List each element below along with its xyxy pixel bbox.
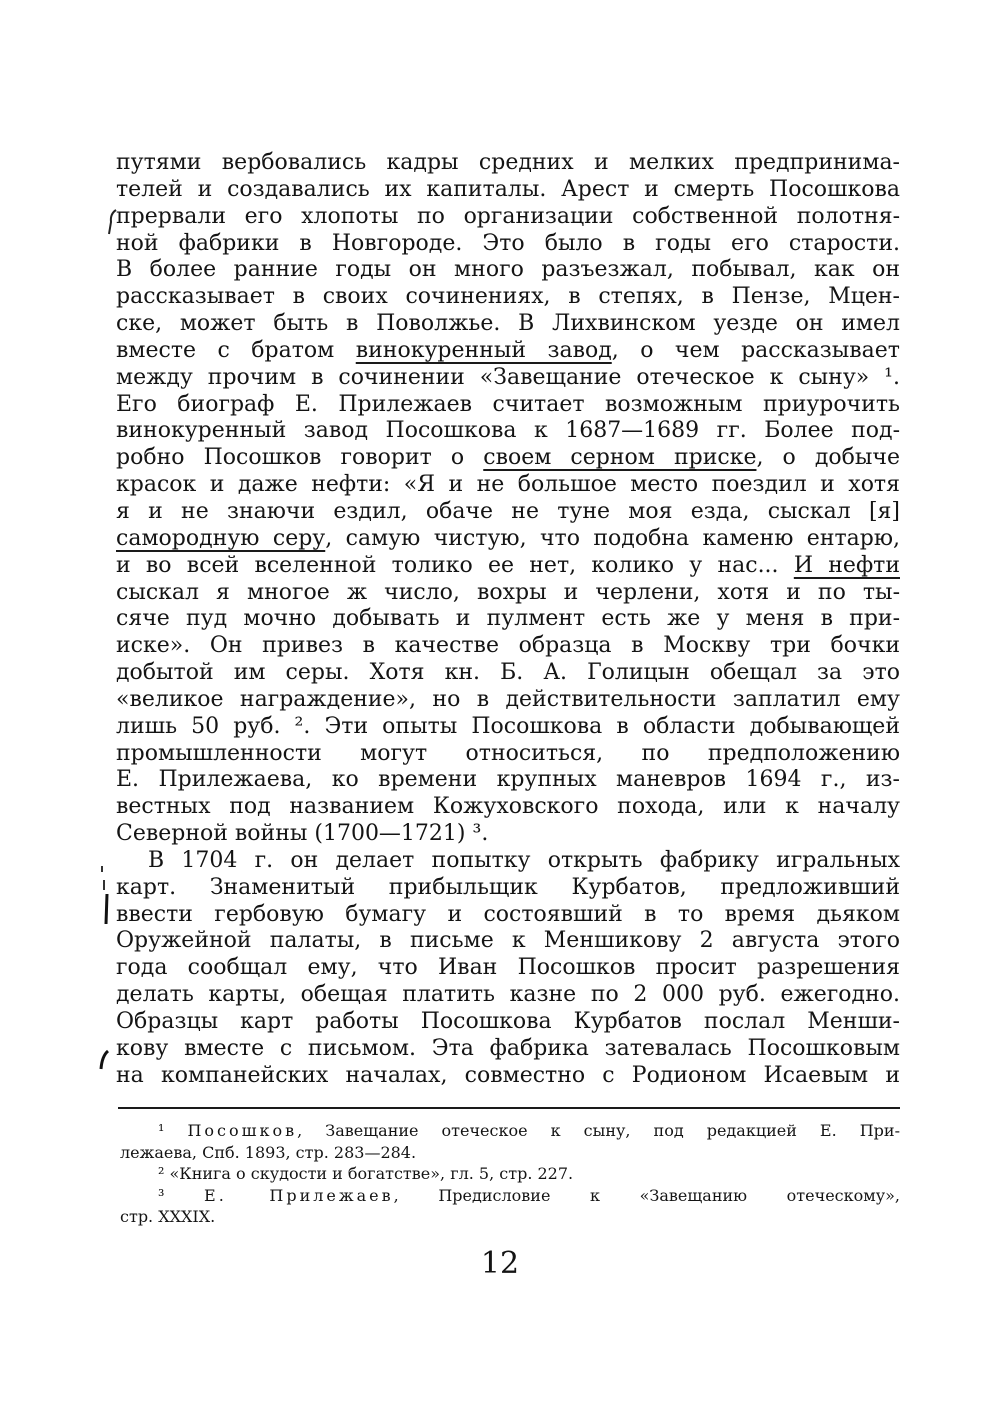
footnote-1 bbox=[120, 1120, 900, 1163]
footnote-3 bbox=[120, 1185, 900, 1228]
underlined-phrase: винокуренный завод bbox=[355, 337, 612, 363]
text-line: Оружейной палаты, в письме к Меншикову 2 августа этого bbox=[116, 928, 900, 954]
text-line: прервали его хлопоты по организации собственной полотня- bbox=[116, 203, 900, 229]
underlined-phrase: своем серном приске bbox=[483, 445, 757, 471]
footnote-marker: ² bbox=[158, 1164, 165, 1183]
footnote-divider bbox=[118, 1107, 900, 1109]
text-line: ной фабрики в Новгороде. Это было в годы его старости. bbox=[116, 230, 900, 256]
footnote-line: лежаева, Спб. 1893, стр. 283—284. bbox=[120, 1142, 417, 1162]
text-line: делать карты, обещая платить казне по 2 000 руб. ежегодно. bbox=[116, 982, 900, 1008]
text-line: ввести гербовую бумагу и состоявший в то время дьяком bbox=[116, 901, 900, 927]
footnote-text: , Завещание отеческое к сыну, под редакцией Е. При- bbox=[297, 1121, 900, 1140]
text-line: Его биограф Е. Прилежаев считает возможным приурочить bbox=[116, 391, 900, 417]
text-fragment: робно Посошков говорит о bbox=[116, 445, 484, 471]
margin-mark-2 bbox=[96, 862, 114, 926]
text-line: Образцы карт работы Посошкова Курбатов послал Менши- bbox=[116, 1009, 900, 1034]
text-fragment: , о добыче bbox=[756, 445, 900, 471]
text-line: добытой им серы. Хотя кн. Б. А. Голицын обещал за это bbox=[116, 660, 900, 686]
text-fragment: , самую чистую, что подобна каменю ентарю, bbox=[325, 525, 901, 551]
page-number: 12 bbox=[480, 1246, 520, 1281]
text-line: вестных под названием Кожуховского похода, или к началу bbox=[116, 794, 900, 820]
text-line: Северной войны (1700—1721) ³. bbox=[116, 821, 489, 847]
text-line: между прочим в сочинении «Завещание отеческое к сыну» ¹. bbox=[116, 364, 900, 390]
footnote-marker: ¹ bbox=[158, 1121, 165, 1140]
text-line: года сообщал ему, что Иван Посошков просит разрешения bbox=[116, 955, 900, 981]
text-line: ске, может быть в Поволжье. В Лихвинском уезде он имел bbox=[116, 311, 900, 337]
footnote-line bbox=[120, 1163, 900, 1185]
text-line: В более ранние годы он много разъезжал, побывал, как он bbox=[116, 257, 900, 283]
text-line: красок и даже нефти: «Я и не большое место поездил и хотя bbox=[116, 472, 900, 498]
text-line bbox=[116, 445, 900, 472]
footnote-line: стр. XXXIX. bbox=[120, 1207, 216, 1226]
footnote-2 bbox=[120, 1163, 900, 1185]
footnote-author: Посошков bbox=[187, 1121, 298, 1140]
footnote-text: «Книга о скудости и богатстве», гл. 5, стр. 227. bbox=[169, 1164, 574, 1183]
text-line bbox=[116, 553, 900, 580]
text-line bbox=[116, 338, 900, 365]
text-line: карт. Знаменитый прибыльщик Курбатов, предложивший bbox=[116, 874, 900, 900]
footnote-marker: ³ bbox=[158, 1185, 165, 1205]
text-line: телей и создавались их капиталы. Арест и смерть Посошкова bbox=[116, 176, 900, 202]
text-line: путями вербовались кадры средних и мелких предпринима- bbox=[116, 150, 900, 175]
paragraph-2 bbox=[116, 848, 900, 1090]
text-fragment: , о чем рассказывает bbox=[611, 337, 900, 363]
text-line: иске». Он привез в качестве образца в Москву три бочки bbox=[116, 633, 900, 659]
text-line: сяче пуд мочно добывать и пулмент есть же у меня в при- bbox=[116, 606, 900, 632]
text-line: винокуренный завод Посошкова к 1687—1689 гг. Более под- bbox=[116, 418, 900, 444]
text-fragment: вместе с братом bbox=[116, 337, 356, 363]
text-line: рассказывает в своих сочинениях, в степях, в Пензе, Мцен- bbox=[116, 284, 900, 310]
footnote-line bbox=[120, 1185, 900, 1207]
main-text bbox=[116, 150, 900, 1090]
footnote-line bbox=[120, 1120, 900, 1142]
text-fragment: и во всей вселенной толико ее нет, колико у нас... bbox=[116, 552, 794, 578]
text-line: «великое награждение», но в действительности заплатил ему bbox=[116, 686, 900, 712]
text-line bbox=[116, 526, 900, 553]
footnotes bbox=[120, 1120, 900, 1228]
footnote-text: , Предисловие к «Завещанию отеческому», bbox=[393, 1185, 901, 1205]
text-line: В 1704 г. он делает попытку открыть фабрику игральных bbox=[148, 847, 900, 873]
paragraph-1 bbox=[116, 150, 900, 848]
text-line: сыскал я многое ж число, вохры и черлени, хотя и по ты- bbox=[116, 579, 900, 605]
text-line: Е. Прилежаева, ко времени крупных маневров 1694 г., из- bbox=[116, 767, 900, 793]
text-line: промышленности могут относиться, по предположению bbox=[116, 740, 900, 766]
text-line: лишь 50 руб. ². Эти опыты Посошкова в области добывающей bbox=[116, 713, 900, 739]
text-line: я и не знаючи ездил, обаче не туне моя езда, сыскал [я] bbox=[116, 498, 900, 524]
underlined-phrase: самородную серу bbox=[116, 525, 326, 551]
text-line: кову вместе с письмом. Эта фабрика затевалась Посошковым bbox=[116, 1035, 900, 1061]
text-line: на компанейских началах, совместно с Родионом Исаевым и bbox=[116, 1062, 900, 1088]
footnote-author: Е. Прилежаев bbox=[204, 1185, 394, 1205]
margin-mark-3 bbox=[96, 1048, 112, 1072]
underlined-phrase: И нефти bbox=[793, 552, 900, 578]
